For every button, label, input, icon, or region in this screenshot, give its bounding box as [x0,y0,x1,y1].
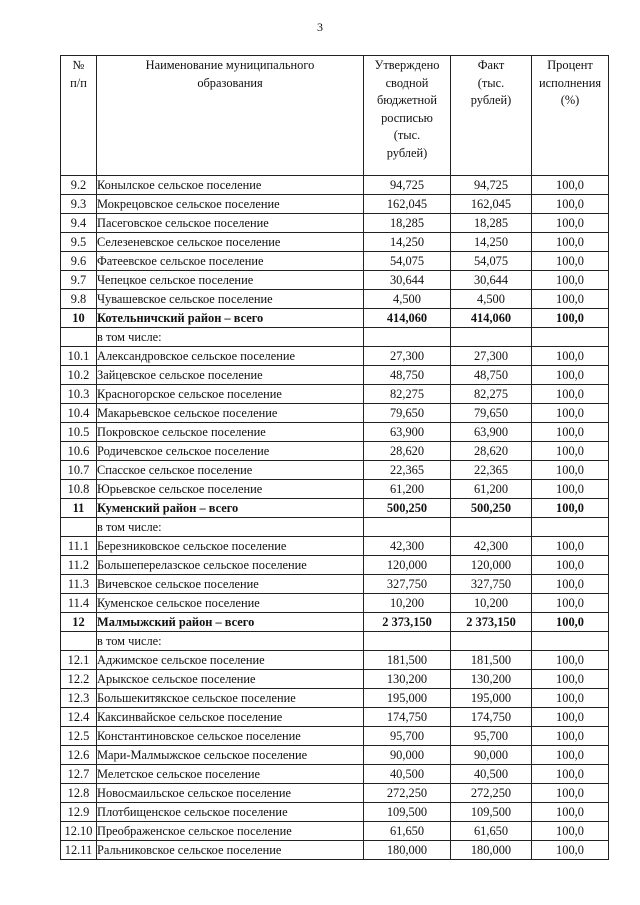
row-approved-cell: 120,000 [364,556,451,575]
row-percent-cell: 100,0 [532,727,609,746]
row-name-cell: в том числе: [97,328,364,347]
row-number-cell: 10.3 [61,385,97,404]
row-fact-cell: 327,750 [451,575,532,594]
row-approved-cell [364,328,451,347]
row-name-cell: Вичевское сельское поселение [97,575,364,594]
row-number-cell [61,518,97,537]
row-name-cell: Куменский район – всего [97,499,364,518]
row-name-cell: Большеперелазское сельское поселение [97,556,364,575]
table-row [61,252,609,271]
row-percent-cell: 100,0 [532,309,609,328]
row-approved-cell: 40,500 [364,765,451,784]
table-row-total [61,309,609,328]
row-fact-cell: 272,250 [451,784,532,803]
table-row [61,176,609,195]
row-fact-cell: 42,300 [451,537,532,556]
row-percent-cell: 100,0 [532,746,609,765]
table-row [61,442,609,461]
row-fact-cell: 414,060 [451,309,532,328]
table-row [61,195,609,214]
header-percent: Процент исполнения (%) [532,56,609,176]
row-fact-cell: 94,725 [451,176,532,195]
row-approved-cell: 30,644 [364,271,451,290]
row-fact-cell: 61,650 [451,822,532,841]
row-number-cell: 9.4 [61,214,97,233]
row-number-cell: 11.2 [61,556,97,575]
row-fact-cell: 180,000 [451,841,532,860]
table-row [61,518,609,537]
row-percent-cell: 100,0 [532,347,609,366]
table-row [61,556,609,575]
row-name-cell: Плотбищенское сельское поселение [97,803,364,822]
row-approved-cell: 500,250 [364,499,451,518]
header-fact: Факт (тыс. рублей) [451,56,532,176]
row-percent-cell: 100,0 [532,176,609,195]
row-name-cell: Ральниковское сельское поселение [97,841,364,860]
row-approved-cell: 48,750 [364,366,451,385]
row-fact-cell: 10,200 [451,594,532,613]
row-percent-cell: 100,0 [532,499,609,518]
row-fact-cell: 95,700 [451,727,532,746]
row-approved-cell [364,632,451,651]
row-name-cell: Аджимское сельское поселение [97,651,364,670]
table-body [61,176,609,860]
row-name-cell: Каксинвайское сельское поселение [97,708,364,727]
row-fact-cell: 18,285 [451,214,532,233]
row-percent-cell: 100,0 [532,594,609,613]
row-percent-cell: 100,0 [532,537,609,556]
row-number-cell: 10.7 [61,461,97,480]
header-number: № п/п [61,56,97,176]
row-percent-cell: 100,0 [532,442,609,461]
row-name-cell: Пасеговское сельское поселение [97,214,364,233]
row-number-cell [61,632,97,651]
row-number-cell: 12.9 [61,803,97,822]
row-number-cell: 10.4 [61,404,97,423]
row-percent-cell: 100,0 [532,290,609,309]
row-name-cell: в том числе: [97,518,364,537]
table-row [61,803,609,822]
row-approved-cell: 95,700 [364,727,451,746]
header-municipality-name: Наименование муниципального образования [97,56,364,176]
table-row [61,784,609,803]
row-fact-cell: 30,644 [451,271,532,290]
row-percent-cell [532,632,609,651]
row-percent-cell: 100,0 [532,689,609,708]
row-name-cell: Новосмаильское сельское поселение [97,784,364,803]
row-approved-cell: 61,650 [364,822,451,841]
row-approved-cell: 4,500 [364,290,451,309]
row-approved-cell [364,518,451,537]
row-approved-cell: 130,200 [364,670,451,689]
row-approved-cell: 180,000 [364,841,451,860]
row-percent-cell: 100,0 [532,822,609,841]
page-number: 3 [317,20,323,34]
table-row [61,822,609,841]
row-approved-cell: 18,285 [364,214,451,233]
row-percent-cell: 100,0 [532,784,609,803]
row-fact-cell: 109,500 [451,803,532,822]
row-fact-cell [451,328,532,347]
row-percent-cell: 100,0 [532,480,609,499]
row-number-cell: 12.11 [61,841,97,860]
row-number-cell: 11.3 [61,575,97,594]
table-row [61,423,609,442]
row-percent-cell: 100,0 [532,575,609,594]
row-fact-cell: 63,900 [451,423,532,442]
row-percent-cell: 100,0 [532,233,609,252]
row-number-cell: 12.10 [61,822,97,841]
row-name-cell: Макарьевское сельское поселение [97,404,364,423]
row-fact-cell: 162,045 [451,195,532,214]
row-fact-cell [451,632,532,651]
row-percent-cell: 100,0 [532,271,609,290]
row-approved-cell: 2 373,150 [364,613,451,632]
row-percent-cell: 100,0 [532,252,609,271]
row-approved-cell: 162,045 [364,195,451,214]
table-row [61,290,609,309]
row-name-cell: Арыкское сельское поселение [97,670,364,689]
row-number-cell: 9.8 [61,290,97,309]
row-name-cell: Фатеевское сельское поселение [97,252,364,271]
row-number-cell: 11.1 [61,537,97,556]
row-name-cell: Зайцевское сельское поселение [97,366,364,385]
row-approved-cell: 54,075 [364,252,451,271]
row-approved-cell: 181,500 [364,651,451,670]
row-percent-cell: 100,0 [532,670,609,689]
row-approved-cell: 22,365 [364,461,451,480]
row-number-cell: 12.5 [61,727,97,746]
table-row [61,651,609,670]
table-row [61,233,609,252]
row-percent-cell: 100,0 [532,423,609,442]
row-approved-cell: 327,750 [364,575,451,594]
table-row [61,461,609,480]
row-approved-cell: 14,250 [364,233,451,252]
row-number-cell: 10 [61,309,97,328]
row-name-cell: Чувашевское сельское поселение [97,290,364,309]
row-number-cell: 10.8 [61,480,97,499]
row-number-cell: 12.4 [61,708,97,727]
row-approved-cell: 61,200 [364,480,451,499]
row-number-cell: 12.2 [61,670,97,689]
table-row [61,385,609,404]
row-number-cell: 9.3 [61,195,97,214]
row-name-cell: Юрьевское сельское поселение [97,480,364,499]
table-row [61,594,609,613]
row-number-cell: 11.4 [61,594,97,613]
row-number-cell: 9.6 [61,252,97,271]
row-fact-cell: 82,275 [451,385,532,404]
table-row [61,841,609,860]
row-fact-cell: 181,500 [451,651,532,670]
row-percent-cell [532,328,609,347]
row-approved-cell: 10,200 [364,594,451,613]
row-name-cell: Константиновское сельское поселение [97,727,364,746]
row-number-cell: 10.5 [61,423,97,442]
table-row [61,214,609,233]
table-row [61,271,609,290]
row-number-cell: 9.7 [61,271,97,290]
table-row [61,537,609,556]
row-percent-cell: 100,0 [532,404,609,423]
row-fact-cell: 28,620 [451,442,532,461]
row-fact-cell: 130,200 [451,670,532,689]
row-approved-cell: 27,300 [364,347,451,366]
row-percent-cell: 100,0 [532,214,609,233]
row-percent-cell: 100,0 [532,556,609,575]
table-row [61,765,609,784]
table-row [61,708,609,727]
row-approved-cell: 94,725 [364,176,451,195]
row-number-cell: 9.5 [61,233,97,252]
row-percent-cell: 100,0 [532,765,609,784]
row-approved-cell: 28,620 [364,442,451,461]
row-fact-cell: 27,300 [451,347,532,366]
table-row [61,366,609,385]
row-name-cell: Мокрецовское сельское поселение [97,195,364,214]
budget-table [60,55,609,860]
row-percent-cell: 100,0 [532,651,609,670]
table-row [61,480,609,499]
row-approved-cell: 63,900 [364,423,451,442]
row-approved-cell: 79,650 [364,404,451,423]
row-number-cell: 12.1 [61,651,97,670]
row-name-cell: Преображенское сельское поселение [97,822,364,841]
row-fact-cell: 4,500 [451,290,532,309]
row-number-cell: 11 [61,499,97,518]
row-name-cell: Малмыжский район – всего [97,613,364,632]
table-row [61,727,609,746]
row-name-cell: Покровское сельское поселение [97,423,364,442]
row-name-cell: Спасское сельское поселение [97,461,364,480]
row-fact-cell: 2 373,150 [451,613,532,632]
row-fact-cell: 14,250 [451,233,532,252]
row-name-cell: Селезеневское сельское поселение [97,233,364,252]
row-fact-cell [451,518,532,537]
table-row [61,575,609,594]
table-row-total [61,613,609,632]
row-name-cell: Конылское сельское поселение [97,176,364,195]
row-approved-cell: 414,060 [364,309,451,328]
table-row [61,746,609,765]
row-fact-cell: 174,750 [451,708,532,727]
row-approved-cell: 42,300 [364,537,451,556]
table-row-total [61,499,609,518]
row-number-cell: 12.6 [61,746,97,765]
row-approved-cell: 90,000 [364,746,451,765]
row-name-cell: Большекитякское сельское поселение [97,689,364,708]
row-approved-cell: 174,750 [364,708,451,727]
row-approved-cell: 109,500 [364,803,451,822]
row-number-cell: 12.8 [61,784,97,803]
row-number-cell: 10.6 [61,442,97,461]
row-percent-cell: 100,0 [532,803,609,822]
table-row [61,328,609,347]
row-percent-cell: 100,0 [532,385,609,404]
row-approved-cell: 82,275 [364,385,451,404]
row-percent-cell: 100,0 [532,841,609,860]
row-number-cell: 10.1 [61,347,97,366]
row-number-cell: 12 [61,613,97,632]
row-fact-cell: 48,750 [451,366,532,385]
row-name-cell: Красногорское сельское поселение [97,385,364,404]
row-percent-cell: 100,0 [532,366,609,385]
row-name-cell: Родичевское сельское поселение [97,442,364,461]
row-name-cell: Александровское сельское поселение [97,347,364,366]
row-approved-cell: 272,250 [364,784,451,803]
table-header-row [61,56,609,176]
row-name-cell: Куменское сельское поселение [97,594,364,613]
row-percent-cell: 100,0 [532,461,609,480]
row-name-cell: Мелетское сельское поселение [97,765,364,784]
table-row [61,404,609,423]
row-name-cell: Котельничский район – всего [97,309,364,328]
header-approved-budget: Утверждено сводной бюджетной росписью (тыс. рублей) [364,56,451,176]
row-fact-cell: 54,075 [451,252,532,271]
row-percent-cell: 100,0 [532,613,609,632]
row-number-cell: 12.3 [61,689,97,708]
row-approved-cell: 195,000 [364,689,451,708]
row-number-cell: 9.2 [61,176,97,195]
row-number-cell: 10.2 [61,366,97,385]
row-percent-cell: 100,0 [532,708,609,727]
row-fact-cell: 79,650 [451,404,532,423]
row-percent-cell: 100,0 [532,195,609,214]
row-percent-cell [532,518,609,537]
table-row [61,632,609,651]
row-fact-cell: 61,200 [451,480,532,499]
row-fact-cell: 500,250 [451,499,532,518]
row-fact-cell: 22,365 [451,461,532,480]
row-name-cell: Чепецкое сельское поселение [97,271,364,290]
table-row [61,689,609,708]
row-fact-cell: 40,500 [451,765,532,784]
table-row [61,347,609,366]
row-name-cell: Березниковское сельское поселение [97,537,364,556]
row-fact-cell: 195,000 [451,689,532,708]
row-fact-cell: 90,000 [451,746,532,765]
row-number-cell [61,328,97,347]
row-name-cell: Мари-Малмыжское сельское поселение [97,746,364,765]
row-number-cell: 12.7 [61,765,97,784]
row-fact-cell: 120,000 [451,556,532,575]
row-name-cell: в том числе: [97,632,364,651]
table-row [61,670,609,689]
